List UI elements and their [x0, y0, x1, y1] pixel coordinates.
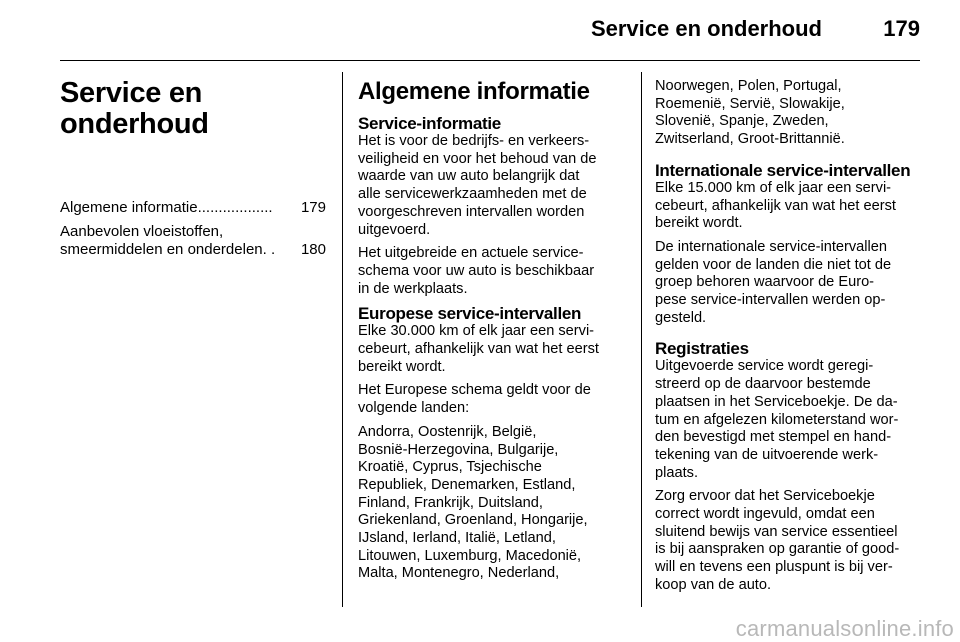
country-list: Andorra, Oostenrijk, België, Bosnië-Herzegovina, Bulgarije, Kroatië, Cyprus, Tsjechische Republiek, Denemarken, Estland, Finland, Frankrijk, Duitsland, Griekenland, Groenland, Hongarije, IJsland, Ierland, Italië, Letland, Litouwen, Luxemburg, Macedonië, Malta, Montenegro, Nederland,	[358, 423, 588, 582]
toc-entry-aanbevolen-vloeistoffen[interactable]: Aanbevolen vloeistoffen, smeermiddelen en onderdelen . . 180	[60, 223, 326, 258]
column-divider-2	[641, 72, 642, 607]
toc-entry-algemene-informatie[interactable]: Algemene informatie .................. 179	[60, 199, 326, 216]
header-rule	[60, 60, 920, 61]
toc-page-number: 180	[300, 241, 326, 258]
paragraph: Zorg ervoor dat het Serviceboekje correct wordt ingevuld, omdat een sluitend bewijs van service essentieel is bij aanspraken op garantie of good- will en tevens een pluspunt is bij ver- koop van de auto.	[655, 488, 900, 593]
subsection-heading: Registraties	[655, 339, 749, 359]
column-divider-1	[342, 72, 343, 607]
paragraph: Elke 30.000 km of elk jaar een servi- cebeurt, afhankelijk van wat het eerst bereikt wordt.	[358, 323, 599, 375]
paragraph: Uitgevoerde service wordt geregi- streerd op de daarvoor bestemde plaatsen in het Serviceboekje. De da- tum en afgelezen kilometerstand wor- den bevestigd met stempel en hand- tekening van de uitvoerende werk- plaats.	[655, 358, 899, 481]
paragraph: Het Europese schema geldt voor de volgende landen:	[358, 382, 591, 417]
paragraph: Elke 15.000 km of elk jaar een servi- cebeurt, afhankelijk van wat het eerst bereikt wordt.	[655, 179, 896, 232]
table-of-contents	[60, 199, 326, 259]
country-list-continued: Noorwegen, Polen, Portugal, Roemenië, Servië, Slowakije, Slovenië, Spanje, Zweden, Zwitserland, Groot-Brittannië.	[655, 78, 845, 148]
content-column-2	[655, 72, 925, 601]
subsection-heading: Service-informatie	[358, 114, 501, 133]
subsection-service-informatie	[358, 114, 628, 298]
subsection-internationale-service-intervallen	[655, 161, 925, 328]
page-header	[60, 14, 920, 46]
chapter-title: Service en onderhoud	[60, 77, 209, 140]
toc-page-number: 179	[300, 199, 326, 216]
paragraph: De internationale service-intervallen gelden voor de landen die niet tot de groep behoren waarvoor de Euro- pese service-intervallen werden op- gesteld.	[655, 238, 892, 326]
subsection-europese-service-intervallen	[358, 304, 628, 583]
subsection-heading: Europese service-intervallen	[358, 304, 582, 324]
paragraph: Het is voor de bedrijfs- en verkeers- veiligheid en voor het behoud van de waarde van uw auto belangrijk dat alle servicewerkzaamheden met de voorgeschreven intervallen worden uitgevoerd.	[358, 133, 597, 238]
section-heading: Algemene informatie	[358, 78, 590, 105]
page-number: 179	[883, 16, 920, 41]
content-column-1	[358, 72, 628, 589]
subsection-registraties	[655, 339, 925, 594]
watermark-text: carmanualsonline.info	[735, 616, 954, 641]
paragraph: Het uitgebreide en actuele service- schema voor uw auto is beschikbaar in de werkplaats.	[358, 245, 595, 297]
chapter-column	[60, 72, 326, 265]
running-title: Service en onderhoud	[590, 16, 822, 41]
subsection-heading: Internationale service-intervallen	[655, 160, 911, 180]
